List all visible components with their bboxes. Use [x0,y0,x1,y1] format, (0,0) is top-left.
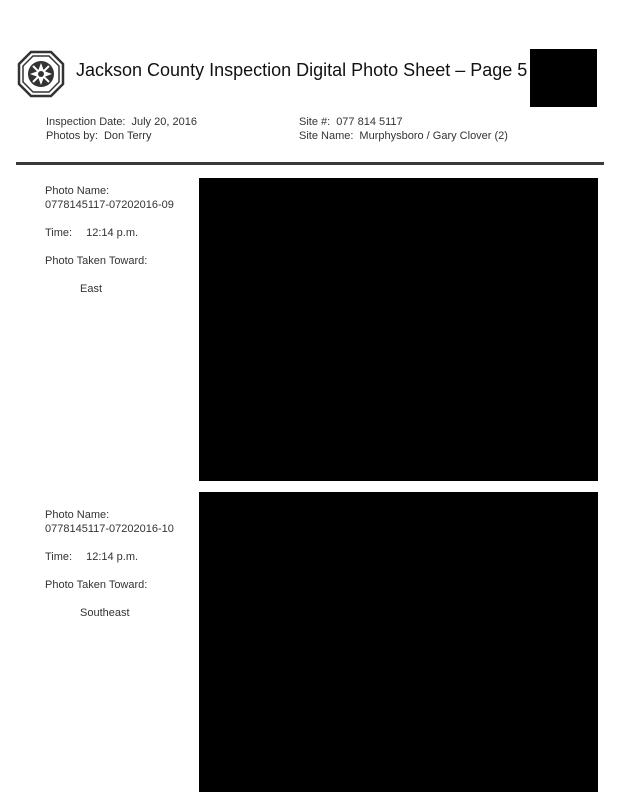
photo-direction-label: Photo Taken Toward: [45,255,148,267]
photos-by-value: Don Terry [103,130,152,142]
photo-time-value: 12:14 p.m. [86,227,139,239]
photos-by-label: Photos by: [46,130,98,142]
inspection-meta [46,115,197,143]
site-number-label: Site #: [299,116,331,128]
site-number-value: 077 814 5117 [336,116,403,128]
photo-direction-value: Southeast [80,607,130,619]
redacted-photo-09 [199,178,598,481]
site-meta [299,115,508,143]
site-number-row [299,115,508,129]
inspection-date-row [46,115,197,129]
redacted-photo-10 [199,492,598,792]
photo-name-value: 0778145117-07202016-10 [45,523,174,535]
photo-info-09 [45,184,195,310]
photo-time-label: Time: [45,551,73,563]
photo-direction-label: Photo Taken Toward: [45,579,148,591]
site-name-row [299,129,508,143]
header-divider [16,162,604,165]
photo-name-label: Photo Name: [45,185,110,197]
inspection-date-label: Inspection Date: [46,116,126,128]
site-name-label: Site Name: [299,130,354,142]
page-title: Jackson County Inspection Digital Photo Sheet – Page 5 [76,60,528,80]
photos-by-row [46,129,197,143]
photo-time-label: Time: [45,227,73,239]
photo-name-label: Photo Name: [45,509,110,521]
site-name-value: Murphysboro / Gary Clover (2) [359,130,508,142]
photo-time-value: 12:14 p.m. [86,551,139,563]
county-seal-icon [17,50,65,98]
photo-direction-value: East [80,283,103,295]
photo-info-10 [45,508,195,634]
inspection-date-value: July 20, 2016 [131,116,197,128]
photo-name-value: 0778145117-07202016-09 [45,199,174,211]
redacted-header-block [530,49,597,107]
